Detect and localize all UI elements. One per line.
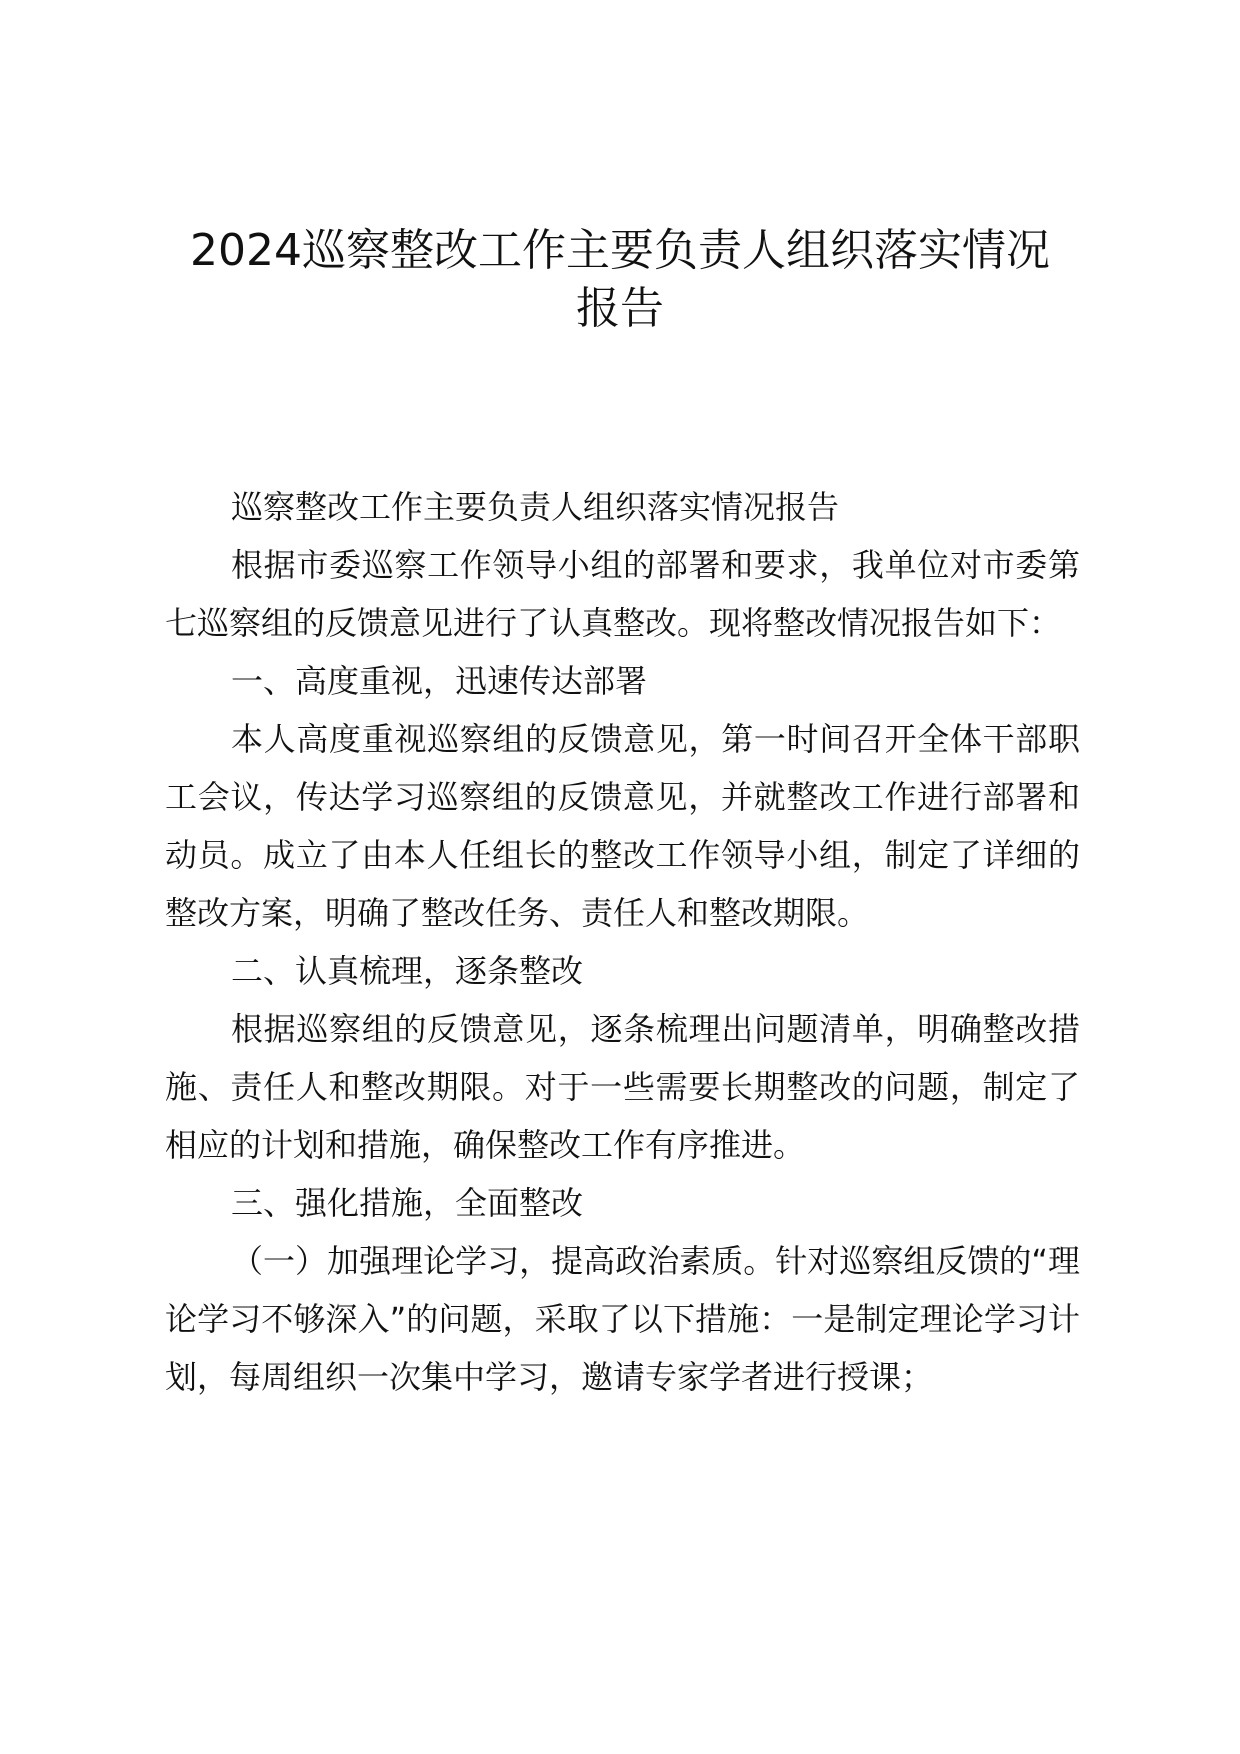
document-title-line-1: 2024巡察整改工作主要负责人组织落实情况: [190, 225, 1050, 276]
section-3-paragraph: （一）加强理论学习，提高政治素质。针对巡察组反馈的“理论学习不够深入”的问题，采取了以下措施：一是制定理论学习计划，每周组织一次集中学习，邀请专家学者进行授课；: [165, 1242, 1080, 1396]
intro-paragraph: 根据市委巡察工作领导小组的部署和要求，我单位对市委第七巡察组的反馈意见进行了认真整改。现将整改情况报告如下：: [165, 546, 1080, 642]
document-title: [150, 222, 1090, 338]
section-3-heading: 三、强化措施，全面整改: [231, 1184, 584, 1222]
section-1-heading: 一、高度重视，迅速传达部署: [231, 662, 648, 700]
document-title-line-2: 报告: [576, 283, 664, 334]
document-body: [165, 478, 1080, 1406]
section-2-heading: 二、认真梳理，逐条整改: [231, 952, 584, 990]
section-1-paragraph: 本人高度重视巡察组的反馈意见，第一时间召开全体干部职工会议，传达学习巡察组的反馈意见，并就整改工作进行部署和动员。成立了由本人任组长的整改工作领导小组，制定了详细的整改方案，明确了整改任务、责任人和整改期限。: [165, 720, 1080, 932]
section-2-paragraph: 根据巡察组的反馈意见，逐条梳理出问题清单，明确整改措施、责任人和整改期限。对于一些需要长期整改的问题，制定了相应的计划和措施，确保整改工作有序推进。: [165, 1010, 1080, 1164]
document-subtitle: 巡察整改工作主要负责人组织落实情况报告: [231, 488, 840, 526]
